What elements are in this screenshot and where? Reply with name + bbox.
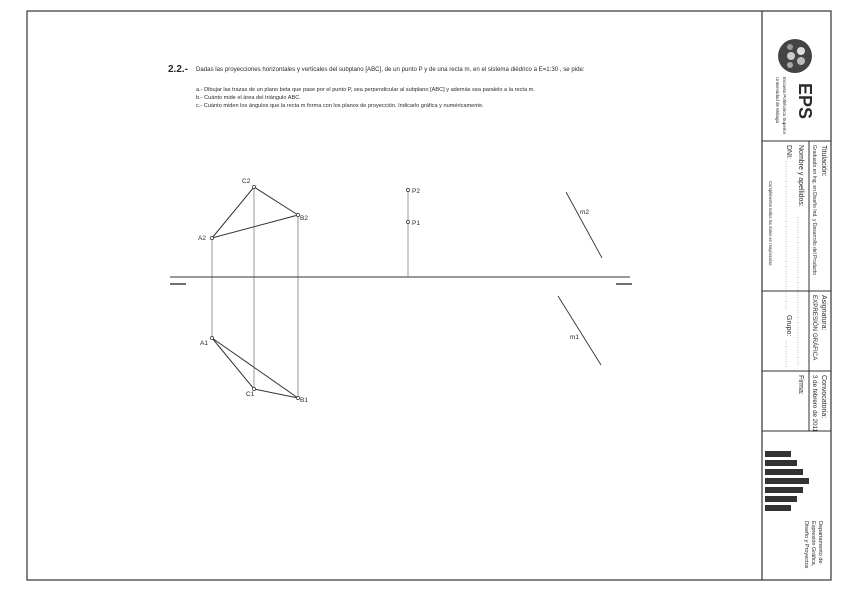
label-m2: m2 — [580, 209, 590, 216]
line-m-vertical-projection — [566, 192, 602, 258]
task-c: c.- Cuánto miden los ángulos que la recta m forma con los planos de proyección. Indicarlo gráfica y numéricamente. — [196, 103, 484, 109]
point-p1 — [406, 220, 409, 223]
line-m-horizontal-projection — [558, 296, 601, 365]
eps-logo — [778, 39, 812, 73]
department-line-1: Departamento de — [817, 521, 823, 564]
convocatoria-value: 3 de febrero de 2011 — [811, 375, 818, 432]
label-m1: m1 — [570, 334, 580, 341]
task-b: b.- Cuánto mide el área del triángulo ABC. — [196, 95, 301, 101]
convocatoria-label: Convocatoria: — [820, 375, 827, 419]
dni-label: DNI: — [785, 145, 792, 159]
asignatura-label: Asignatura: — [820, 295, 827, 331]
point-p2 — [406, 188, 409, 191]
firma-field[interactable] — [765, 375, 797, 427]
label-a1: A1 — [200, 340, 208, 347]
point-c2 — [252, 185, 255, 188]
label-a2: A2 — [198, 235, 206, 242]
school-name: Escuela Politécnica Superior — [782, 77, 787, 135]
point-a2 — [210, 236, 213, 239]
nombre-label: Nombre y apellidos: — [797, 145, 804, 207]
label-p1: P1 — [412, 220, 420, 227]
eps-logo-text: EPS — [795, 83, 815, 120]
department-line-2: Expresión Gráfica, — [810, 521, 816, 567]
page-frame — [27, 11, 831, 580]
titulacion-label: Titulación: — [820, 145, 827, 177]
department-logo — [765, 451, 809, 511]
exercise-statement: Dadas las proyecciones horizontales y verticales del subplano [ABC], de un punto P y de una recta m, en el sistema diédrico a E=1:30 , se pide: — [196, 66, 585, 73]
projection-reference-lines — [212, 187, 408, 398]
point-a1 — [210, 336, 213, 339]
asignatura-value: EXPRESIÓN GRÁFICA — [811, 295, 818, 361]
exercise-number: 2.2.- — [168, 64, 189, 75]
label-b2: B2 — [300, 215, 308, 222]
label-p2: P2 — [412, 188, 420, 195]
grupo-label: Grupo: — [785, 315, 792, 337]
titulacion-value: Graduado en Ing. en Diseño Ind. y Desarrollo del Producto — [811, 145, 817, 276]
triangle-abc-vertical-projection — [212, 187, 298, 238]
task-a: a.- Dibujar las trazas de un plano beta que pase por el punto P, sea perpendicular al subplano [ABC] y además sea paralelo a la recta m. — [196, 87, 535, 93]
label-c2: C2 — [242, 178, 251, 185]
ground-line — [170, 277, 632, 284]
department-line-3: Diseño y Proyectos — [803, 521, 809, 569]
label-b1: B1 — [300, 397, 308, 404]
firma-label: Firma: — [797, 375, 804, 395]
label-c1: C1 — [246, 391, 255, 398]
title-block — [762, 39, 831, 569]
university-name: Universidad de Málaga — [775, 77, 780, 124]
form-note: Cumplimentar todos los datos en mayúsculas — [768, 181, 773, 266]
